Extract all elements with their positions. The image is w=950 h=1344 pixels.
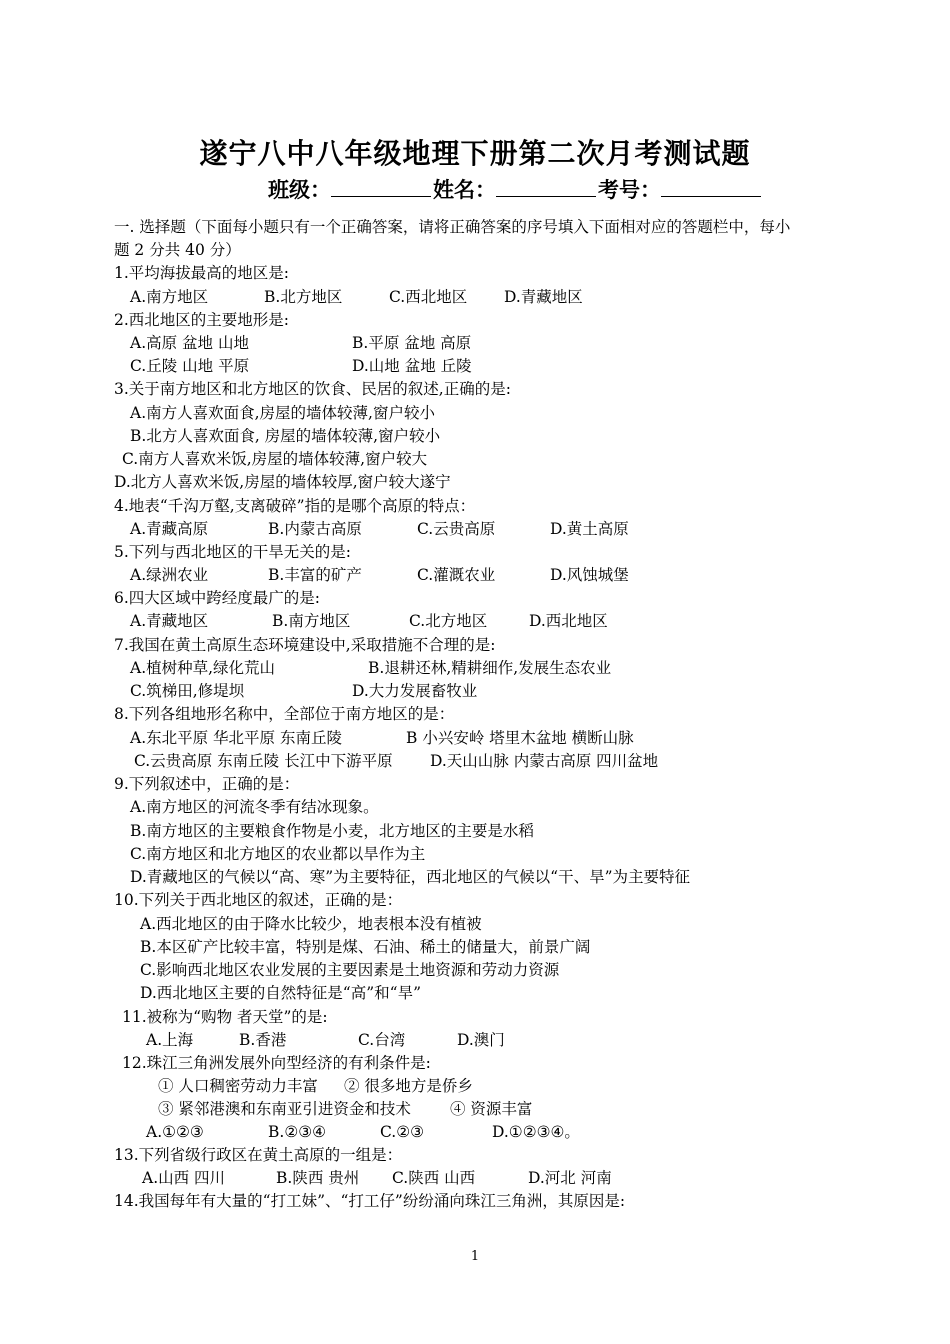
option-b: B.平原 盆地 高原 — [352, 334, 472, 352]
option-b: B 小兴安岭 塔里木盆地 横断山脉 — [406, 729, 634, 747]
option-a: A.植树种草,绿化荒山 — [130, 659, 276, 677]
option-b: B.内蒙古高原 — [268, 520, 362, 538]
option-b: B.南方地区的主要粮食作物是小麦，北方地区的主要是水稻 — [130, 822, 534, 840]
number-blank[interactable] — [661, 178, 761, 197]
option-a: A.山西 四川 — [142, 1169, 226, 1187]
name-blank[interactable] — [496, 178, 596, 197]
option-a: A.东北平原 华北平原 东南丘陵 — [130, 729, 342, 747]
option-d: D.黄土高原 — [550, 520, 629, 538]
option-a: A.绿洲农业 — [130, 566, 209, 584]
option-a: A.上海 — [146, 1031, 194, 1049]
question-stem: 11.被称为“购物 者天堂”的是: — [122, 1008, 328, 1026]
statement-1: ① 人口稠密劳动力丰富 — [158, 1077, 318, 1095]
statement-3: ③ 紧邻港澳和东南亚引进资金和技术 — [158, 1100, 411, 1118]
option-c: C.南方地区和北方地区的农业都以旱作为主 — [130, 845, 426, 863]
student-info-line — [268, 174, 763, 204]
option-b: B.南方地区 — [272, 612, 351, 630]
question-stem: 14.我国每年有大量的“打工妹”、“打工仔”纷纷涌向珠江三角洲，其原因是: — [114, 1192, 626, 1210]
option-a: A.青藏地区 — [130, 612, 209, 630]
option-b: B.本区矿产比较丰富，特别是煤、石油、稀土的储量大，前景广阔 — [140, 938, 591, 956]
option-c: C.筑梯田,修堤坝 — [130, 682, 245, 700]
class-blank[interactable] — [331, 178, 431, 197]
name-label: 姓名： — [433, 177, 496, 202]
question-stem: 4.地表“千沟万壑,支离破碎”指的是哪个高原的特点： — [114, 497, 476, 515]
option-c: C.陕西 山西 — [392, 1169, 476, 1187]
option-b: B.陕西 贵州 — [276, 1169, 360, 1187]
number-label: 考号： — [598, 177, 661, 202]
statement-4: ④ 资源丰富 — [450, 1100, 533, 1118]
option-c: C.云贵高原 东南丘陵 长江中下游平原 — [134, 752, 393, 770]
option-a: A.南方地区的河流冬季有结冰现象。 — [130, 798, 379, 816]
page-title: 遂宁八中八年级地理下册第二次月考测试题 — [199, 137, 751, 170]
option-d: D.山地 盆地 丘陵 — [352, 357, 472, 375]
option-d: D.天山山脉 内蒙古高原 四川盆地 — [430, 752, 659, 770]
option-a: A.青藏高原 — [130, 520, 209, 538]
question-stem: 5.下列与西北地区的干旱无关的是: — [114, 543, 352, 561]
option-d: D.①②③④。 — [492, 1123, 580, 1141]
option-c: C.云贵高原 — [417, 520, 496, 538]
option-d: D.青藏地区的气候以“高、寒”为主要特征，西北地区的气候以“干、旱”为主要特征 — [130, 868, 691, 886]
option-b: B.北方人喜欢面食, 房屋的墙体较薄,窗户较小 — [130, 427, 441, 445]
question-stem: 6.四大区域中跨经度最广的是: — [114, 589, 321, 607]
question-stem: 7.我国在黄土高原生态环境建设中,采取措施不合理的是: — [114, 636, 496, 654]
section-heading: 一. 选择题（下面每小题只有一个正确答案，请将正确答案的序号填入下面相对应的答题栏中，每小 — [114, 218, 791, 236]
option-c: C.北方地区 — [409, 612, 488, 630]
option-a: A.高原 盆地 山地 — [130, 334, 249, 352]
option-c: C.灌溉农业 — [417, 566, 496, 584]
option-d: D.北方人喜欢米饭,房屋的墙体较厚,窗户较大遂宁 — [114, 473, 451, 491]
option-c: C.南方人喜欢米饭,房屋的墙体较薄,窗户较大 — [122, 450, 428, 468]
option-c: C.西北地区 — [389, 288, 468, 306]
question-stem: 8.下列各组地形名称中，全部位于南方地区的是： — [114, 705, 455, 723]
question-stem: 3.关于南方地区和北方地区的饮食、民居的叙述,正确的是: — [114, 380, 511, 398]
class-label: 班级： — [268, 177, 331, 202]
section-heading-cont: 题 2 分共 40 分） — [114, 241, 241, 259]
question-stem: 9.下列叙述中，正确的是： — [114, 775, 300, 793]
option-c: C.台湾 — [358, 1031, 406, 1049]
question-stem: 13.下列省级行政区在黄土高原的一组是： — [114, 1146, 403, 1164]
question-stem: 2.西北地区的主要地形是: — [114, 311, 290, 329]
option-b: B.退耕还林,精耕细作,发展生态农业 — [368, 659, 612, 677]
page-number: 1 — [470, 1249, 480, 1264]
question-stem: 10.下列关于西北地区的叙述，正确的是： — [114, 891, 403, 909]
option-c: C.丘陵 山地 平原 — [130, 357, 250, 375]
option-d: D.风蚀城堡 — [550, 566, 629, 584]
option-b: B.②③④ — [268, 1123, 327, 1141]
option-a: A.西北地区的由于降水比较少，地表根本没有植被 — [140, 915, 482, 933]
option-d: D.西北地区 — [529, 612, 608, 630]
option-a: A.南方人喜欢面食,房屋的墙体较薄,窗户较小 — [130, 404, 435, 422]
option-d: D.西北地区主要的自然特征是“高”和“旱” — [140, 984, 421, 1002]
statement-2: ② 很多地方是侨乡 — [344, 1077, 473, 1095]
question-stem: 1.平均海拔最高的地区是: — [114, 264, 290, 282]
question-stem: 12.珠江三角洲发展外向型经济的有利条件是: — [122, 1054, 431, 1072]
option-a: A.南方地区 — [130, 288, 209, 306]
option-b: B.北方地区 — [264, 288, 343, 306]
option-b: B.丰富的矿产 — [268, 566, 362, 584]
option-d: D.大力发展畜牧业 — [352, 682, 478, 700]
option-a: A.①②③ — [146, 1123, 204, 1141]
option-d: D.澳门 — [457, 1031, 505, 1049]
option-c: C.②③ — [380, 1123, 425, 1141]
option-c: C.影响西北地区农业发展的主要因素是土地资源和劳动力资源 — [140, 961, 560, 979]
option-d: D.青藏地区 — [504, 288, 583, 306]
option-b: B.香港 — [239, 1031, 287, 1049]
option-d: D.河北 河南 — [528, 1169, 612, 1187]
